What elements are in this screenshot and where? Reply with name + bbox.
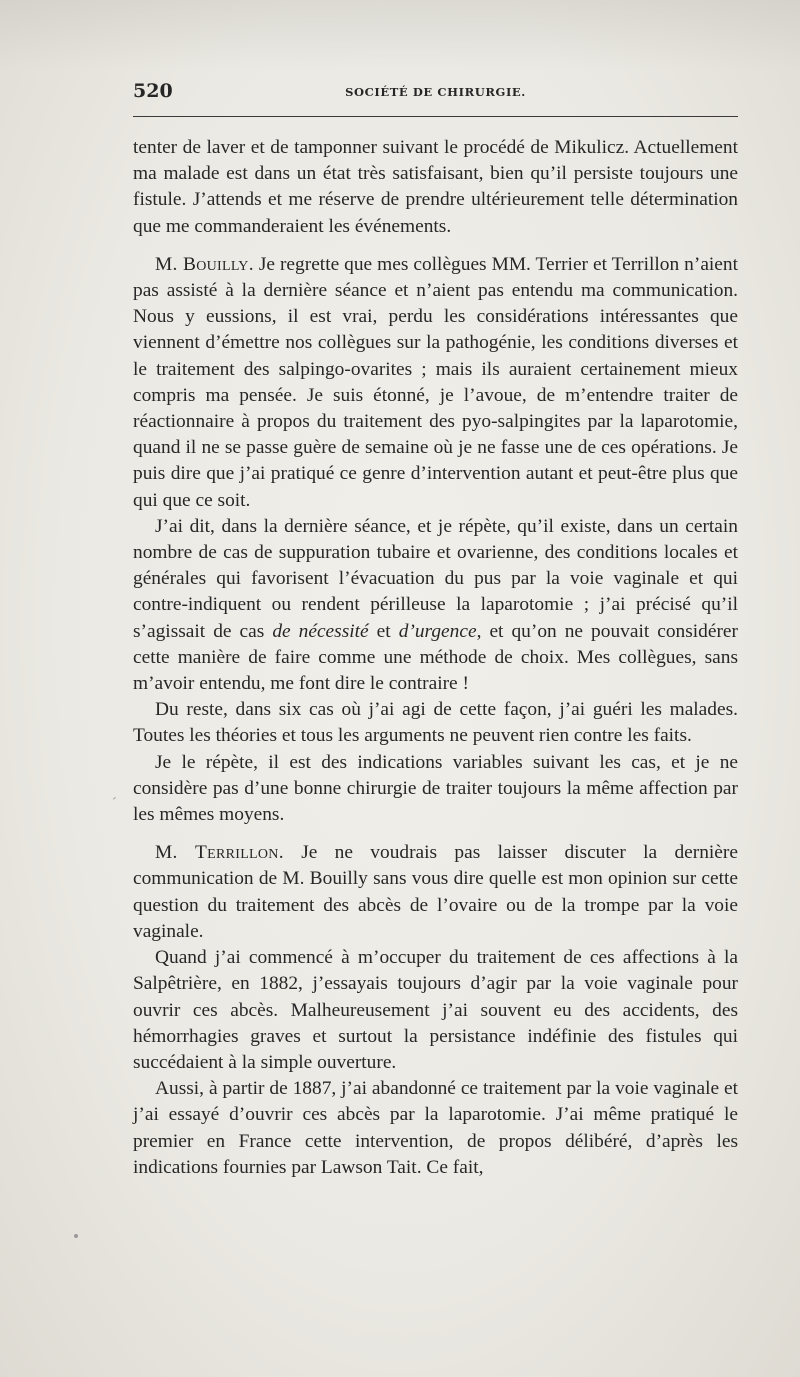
paragraph-3 <box>133 514 738 697</box>
speaker-name: M. Bouilly. <box>155 253 254 275</box>
running-title: SOCIÉTÉ DE CHIRURGIE. <box>345 85 526 99</box>
margin-tick: ˊ <box>112 796 117 811</box>
paragraph-text: Je ne voudrais pas laisser discuter la dernière communication de M. Bouilly sans vous dire quelle est mon opinion sur cette question du traitement des abcès de l’ovaire ou de la trompe par la voie vaginale. <box>133 842 738 942</box>
margin-dot <box>74 1234 78 1238</box>
paragraph-5: Je le répète, il est des indications variables suivant les cas, et je ne considère pas d’une bonne chirurgie de traiter toujours la même affection par les mêmes moyens. <box>133 751 738 826</box>
italic-text: d’urgence <box>398 620 477 642</box>
scan-shadow <box>0 0 800 70</box>
paragraph-7: Quand j’ai commencé à m’occuper du traitement de ces affections à la Salpêtrière, en 1882, j’essayais toujours d’agir par la voie vaginale pour ouvrir ces abcès. Malheureusement j’ai souvent eu des accidents, des hémorrhagies graves et surtout la persistance indéfinie des fistules qui succédaient à la simple ouverture. <box>133 947 738 1073</box>
paragraph-text: , et qu’on ne pouvait considérer cette manière de faire comme une méthode de choix. Mes collègues, sans m’avoir entendu, me font dire le contraire ! <box>133 620 738 695</box>
page-header <box>133 80 738 106</box>
italic-text: de nécessité <box>272 620 369 642</box>
paragraph-text: Je regrette que mes collègues MM. Terrier et Terrillon n’aient pas assisté à la dernière séance et n’aient pas entendu ma communication. Nous y eussions, il est vrai, perdu les considérations intéressantes que viennent d’émettre nos collègues sur la pathogénie, les conditions diverses et le traitement des salpingo-ovarites ; mais ils auraient certainement mieux compris ma pensée. Je suis étonné, je l’avoue, de m’entendre traiter de réactionnaire à propos du traitement des pyo-salpingites par la laparotomie, quand il ne se passe guère de semaine où je ne fasse une de ces opérations. Je puis dire que j’ai pratiqué ce genre d’intervention autant et peut-être plus que qui que ce soit. <box>133 253 738 511</box>
page-number: 520 <box>133 80 173 102</box>
paragraph-4: Du reste, dans six cas où j’ai agi de cette façon, j’ai guéri les malades. Toutes les théories et tous les arguments ne peuvent rien contre les faits. <box>133 699 738 747</box>
paragraph-1: tenter de laver et de tamponner suivant le procédé de Mikulicz. Actuellement ma malade est dans un état très satisfaisant, bien qu’il persiste toujours une fistule. J’attends et me réserve de prendre ultérieurement telle détermination que me commanderaient les événements. <box>133 137 738 237</box>
paragraph-terrillon <box>133 840 738 945</box>
paragraph-8: Aussi, à partir de 1887, j’ai abandonné ce traitement par la voie vaginale et j’ai essayé d’ouvrir ces abcès par la laparotomie. J’ai même pratiqué le premier en France cette intervention, de propos délibéré, d’après les indications fournies par Lawson Tait. Ce fait, <box>133 1078 738 1178</box>
speaker-name: M. Terrillon. <box>155 842 284 864</box>
paragraph-text: J’ai dit, dans la dernière séance, et je répète, qu’il existe, dans un certain nombre de cas de suppuration tubaire et ovarienne, des conditions locales et générales qui favorisent l’évacuation du pus par la voie vaginale et qui contre-indiquent ou rendent périlleuse la laparotomie ; j’ai précisé qu’il s’agissait de cas <box>133 515 738 642</box>
body-text <box>133 135 738 1181</box>
paragraph-bouilly <box>133 252 738 514</box>
paragraph-text: et <box>368 620 399 642</box>
header-rule <box>133 116 738 117</box>
